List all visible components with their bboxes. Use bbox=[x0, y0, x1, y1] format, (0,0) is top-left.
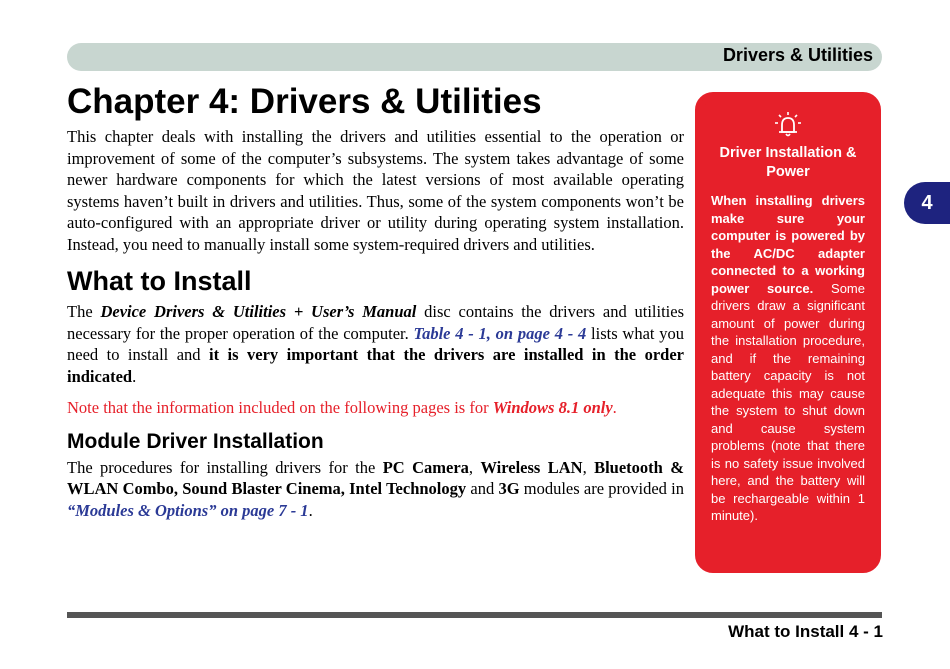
module-pc-camera: PC Camera bbox=[382, 457, 469, 477]
module-paragraph bbox=[67, 457, 684, 522]
module-list: Bluetooth & WLAN Combo, Sound Blaster Cinema, Intel Technology bbox=[67, 457, 684, 498]
windows-note bbox=[67, 397, 684, 419]
text-run: , bbox=[582, 457, 595, 477]
text-run: The bbox=[67, 302, 101, 321]
text-run: The procedures for installing drivers for the bbox=[67, 457, 383, 477]
sidebar-body bbox=[711, 192, 865, 525]
text-run: . bbox=[132, 366, 137, 386]
power-warning-sidebar bbox=[695, 92, 881, 573]
footer-page-label: What to Install 4 - 1 bbox=[728, 622, 883, 641]
what-to-install-paragraph bbox=[67, 301, 684, 387]
alarm-bell-icon bbox=[772, 110, 804, 140]
text-run: and bbox=[466, 479, 499, 498]
intro-paragraph: This chapter deals with installing the drivers and utilities essential to the operation or improvement of some of the computer’s subsystems. The system takes advantage of some newer hardware components for which the latest versions of most available operating systems haven’t built in drivers and utilities. Thus, some of the system components won’t be auto-configured with an appropriate driver or utility during operating system installation. Instead, you need to manually install some system-required drivers and utilities. bbox=[67, 127, 684, 254]
sidebar-content bbox=[703, 100, 873, 565]
chapter-tab[interactable]: 4 bbox=[904, 182, 950, 224]
chapter-title: Chapter 4: Drivers & Utilities bbox=[67, 82, 542, 121]
windows-version: Windows 8.1 only bbox=[492, 398, 613, 417]
footer-rule bbox=[67, 612, 882, 618]
text-run: lists what you need to install and bbox=[67, 323, 684, 364]
section-heading-what-to-install: What to Install bbox=[67, 266, 252, 296]
text-run: disc contains the drivers and utilities necessary for the proper operation of the computer. bbox=[67, 302, 684, 343]
modules-options-link[interactable]: “Modules & Options” on page 7 - 1 bbox=[67, 500, 309, 520]
disc-name: Device Drivers & Utilities + User’s Manual bbox=[100, 302, 417, 321]
text-run: . bbox=[612, 398, 617, 417]
module-3g: 3G bbox=[498, 479, 520, 498]
sidebar-title: Driver Installation & Power bbox=[719, 145, 857, 180]
text-run: modules are provided in bbox=[519, 479, 684, 498]
text-run: Note that the information included on the following pages is for bbox=[67, 398, 493, 417]
text-run: , bbox=[468, 457, 481, 477]
sidebar-warning-bold: When installing drivers make sure your computer is powered by the AC/DC adapter connected to a working power source. bbox=[711, 193, 865, 296]
module-wireless-lan: Wireless LAN bbox=[480, 457, 583, 477]
table-link[interactable]: Table 4 - 1, on page 4 - 4 bbox=[413, 323, 587, 343]
section-heading-module-driver: Module Driver Installation bbox=[67, 429, 324, 453]
install-order-emphasis: it is very important that the drivers are installed in the order indicated bbox=[67, 345, 684, 386]
sidebar-warning-text: Some drivers draw a significant amount of power during the installation procedure, and if the remaining battery capacity is not adequate this may cause the system to shut down and cause system problems (note that there is no safety issue involved here, and the battery will be rechargeable within 1 minute). bbox=[711, 280, 865, 523]
text-run: . bbox=[308, 500, 313, 520]
main-content bbox=[67, 82, 684, 521]
running-header-title: Drivers & Utilities bbox=[722, 45, 873, 65]
